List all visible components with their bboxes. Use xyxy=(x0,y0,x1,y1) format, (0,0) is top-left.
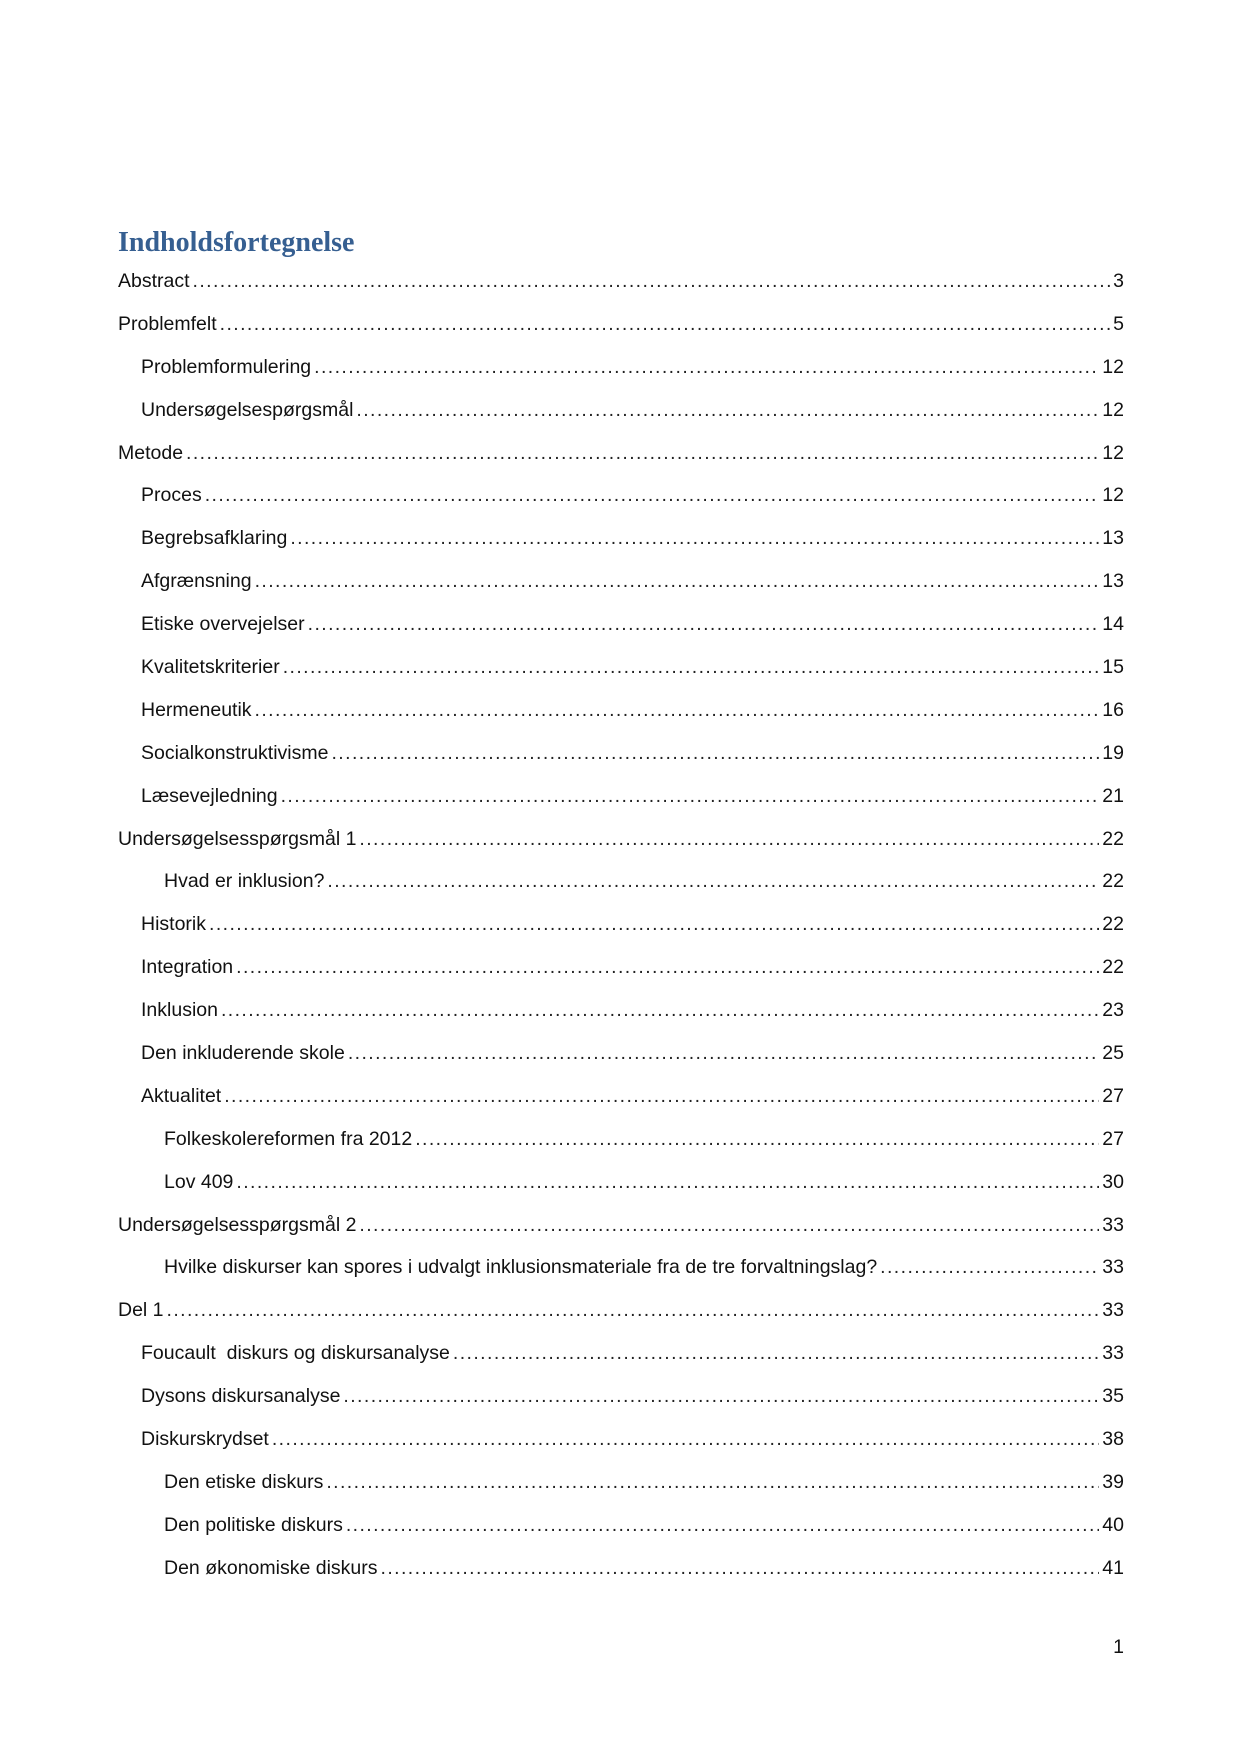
toc-entry-inklusion[interactable] xyxy=(118,995,1124,1038)
toc-entry-text: Problemformulering xyxy=(141,355,312,378)
toc-entry-den-inkluderende-skole[interactable] xyxy=(118,1038,1124,1081)
toc-entry-text: Problemfelt xyxy=(118,312,217,335)
toc-entry-text: Etiske overvejelser xyxy=(141,613,305,636)
toc-entry-text: Integration xyxy=(141,956,234,979)
toc-entry-undersoegelsespoergsmaal[interactable] xyxy=(118,395,1124,438)
toc-entry-text: Den politiske diskurs xyxy=(164,1513,343,1536)
toc-entry-text: Hermeneutik xyxy=(141,698,252,721)
toc-entry-text: Foucault diskurs og diskursanalyse xyxy=(141,1342,450,1365)
toc-leader-dots xyxy=(356,395,1099,425)
toc-leader-dots xyxy=(167,1295,1100,1325)
toc-entry-page: 27 xyxy=(1102,1127,1124,1150)
toc-entry-page: 12 xyxy=(1102,484,1124,507)
toc-entry-aktualitet[interactable] xyxy=(118,1081,1124,1124)
toc-entry-text: Begrebsafklaring xyxy=(141,527,288,550)
toc-entry-text: Metode xyxy=(118,441,184,464)
toc-entry-kvalitetskriterier[interactable] xyxy=(118,652,1124,695)
toc-entry-page: 33 xyxy=(1102,1256,1124,1279)
toc-entry-text: Hvilke diskurser kan spores i udvalgt inklusionsmateriale fra de tre forvaltningslag? xyxy=(164,1256,878,1279)
toc-entry-text: Historik xyxy=(141,913,207,936)
toc-entry-page: 3 xyxy=(1113,270,1124,292)
toc-leader-dots xyxy=(453,1338,1099,1368)
toc-entry-page: 19 xyxy=(1102,741,1124,764)
toc-entry-text: Del 1 xyxy=(118,1299,164,1322)
toc-entry-page: 22 xyxy=(1102,827,1124,850)
toc-entry-den-politiske-diskurs[interactable] xyxy=(118,1510,1124,1553)
toc-leader-dots xyxy=(224,1081,1099,1111)
toc-entry-page: 22 xyxy=(1102,870,1124,893)
toc-entry-metode[interactable] xyxy=(118,438,1124,481)
toc-entry-page: 22 xyxy=(1102,956,1124,979)
toc-leader-dots xyxy=(308,609,1100,639)
toc-entry-text: Proces xyxy=(141,484,202,507)
toc-entry-page: 13 xyxy=(1102,527,1124,550)
toc-leader-dots xyxy=(359,824,1099,854)
toc-leader-dots xyxy=(381,1553,1100,1583)
toc-entry-text: Dysons diskursanalyse xyxy=(141,1385,341,1408)
toc-entry-page: 12 xyxy=(1102,441,1124,464)
toc-entry-page: 14 xyxy=(1102,613,1124,636)
toc-entry-page: 16 xyxy=(1102,698,1124,721)
toc-leader-dots xyxy=(236,1167,1099,1197)
toc-entry-page: 25 xyxy=(1102,1042,1124,1065)
toc-entry-undersoegelsesspoergsmaal-1[interactable] xyxy=(118,824,1124,867)
toc-entry-text: Aktualitet xyxy=(141,1084,222,1107)
page-number: 1 xyxy=(1113,1636,1124,1658)
toc-entry-page: 40 xyxy=(1102,1513,1124,1536)
toc-entry-text: Læsevejledning xyxy=(141,784,278,807)
toc-entry-page: 38 xyxy=(1102,1428,1124,1451)
toc-entry-text: Lov 409 xyxy=(164,1170,234,1193)
toc-entry-page: 23 xyxy=(1102,999,1124,1022)
toc-entry-page: 12 xyxy=(1102,398,1124,421)
toc-entry-text: Undersøgelsesspørgsmål 2 xyxy=(118,1213,357,1236)
toc-entry-text: Inklusion xyxy=(141,999,218,1022)
toc-entry-page: 33 xyxy=(1102,1342,1124,1365)
toc-leader-dots xyxy=(331,738,1099,768)
toc-leader-dots xyxy=(236,952,1099,982)
toc-entry-page: 33 xyxy=(1102,1213,1124,1236)
toc-leader-dots xyxy=(880,1252,1099,1282)
toc-entry-etiske-overvejelser[interactable] xyxy=(118,609,1124,652)
toc-entry-text: Socialkonstruktivisme xyxy=(141,741,329,764)
toc-leader-dots xyxy=(343,1381,1099,1411)
toc-entry-page: 27 xyxy=(1102,1084,1124,1107)
toc-entry-historik[interactable] xyxy=(118,909,1124,952)
toc-entry-text: Abstract xyxy=(118,270,190,292)
toc-entry-diskurskrydset[interactable] xyxy=(118,1424,1124,1467)
toc-entry-text: Hvad er inklusion? xyxy=(164,870,325,893)
toc-leader-dots xyxy=(221,995,1099,1025)
toc-leader-dots xyxy=(255,695,1100,725)
toc-entry-page: 22 xyxy=(1102,913,1124,936)
toc-leader-dots xyxy=(209,909,1099,939)
toc-leader-dots xyxy=(255,566,1100,596)
toc-entry-begrebsafklaring[interactable] xyxy=(118,523,1124,566)
toc-entry-del-1[interactable] xyxy=(118,1295,1124,1338)
toc-leader-dots xyxy=(290,523,1099,553)
toc-entry-text: Den inkluderende skole xyxy=(141,1042,345,1065)
toc-entry-problemfelt[interactable] xyxy=(118,309,1124,352)
toc-entry-proces[interactable] xyxy=(118,480,1124,523)
toc-entry-afgraensning[interactable] xyxy=(118,566,1124,609)
toc-leader-dots xyxy=(283,652,1100,682)
toc-entry-den-oekonomiske-diskurs[interactable] xyxy=(118,1553,1124,1596)
toc-entry-hvilke-diskurser[interactable] xyxy=(118,1252,1124,1295)
toc-entry-text: Folkeskolereformen fra 2012 xyxy=(164,1127,413,1150)
toc-entry-lov-409[interactable] xyxy=(118,1167,1124,1210)
table-of-contents xyxy=(118,266,1124,1596)
toc-entry-page: 12 xyxy=(1102,355,1124,378)
toc-entry-page: 5 xyxy=(1113,312,1124,335)
toc-leader-dots xyxy=(314,352,1099,382)
toc-entry-text: Den etiske diskurs xyxy=(164,1470,324,1493)
toc-entry-page: 13 xyxy=(1102,570,1124,593)
toc-entry-page: 21 xyxy=(1102,784,1124,807)
toc-entry-abstract[interactable] xyxy=(118,266,1124,309)
toc-leader-dots xyxy=(326,1467,1099,1497)
toc-entry-text: Kvalitetskriterier xyxy=(141,656,280,679)
toc-leader-dots xyxy=(359,1210,1099,1240)
toc-leader-dots xyxy=(327,866,1099,896)
toc-entry-hermeneutik[interactable] xyxy=(118,695,1124,738)
toc-entry-laesevejledning[interactable] xyxy=(118,781,1124,824)
toc-entry-folkeskolereformen[interactable] xyxy=(118,1124,1124,1167)
toc-entry-foucault[interactable] xyxy=(118,1338,1124,1381)
toc-leader-dots xyxy=(272,1424,1099,1454)
toc-entry-integration[interactable] xyxy=(118,952,1124,995)
toc-leader-dots xyxy=(220,309,1111,339)
toc-entry-undersoegelsesspoergsmaal-2[interactable] xyxy=(118,1210,1124,1253)
toc-entry-problemformulering[interactable] xyxy=(118,352,1124,395)
toc-entry-page: 39 xyxy=(1102,1470,1124,1493)
toc-entry-text: Den økonomiske diskurs xyxy=(164,1556,378,1579)
toc-entry-text: Undersøgelsesspørgsmål 1 xyxy=(118,827,357,850)
toc-entry-page: 33 xyxy=(1102,1299,1124,1322)
toc-entry-socialkonstruktivisme[interactable] xyxy=(118,738,1124,781)
toc-leader-dots xyxy=(205,480,1100,510)
toc-entry-text: Undersøgelsespørgsmål xyxy=(141,398,354,421)
toc-title: Indholdsfortegnelse xyxy=(118,227,355,258)
toc-entry-page: 30 xyxy=(1102,1170,1124,1193)
toc-entry-den-etiske-diskurs[interactable] xyxy=(118,1467,1124,1510)
toc-entry-hvad-er-inklusion[interactable] xyxy=(118,866,1124,909)
toc-entry-page: 15 xyxy=(1102,656,1124,679)
toc-entry-text: Diskurskrydset xyxy=(141,1428,269,1451)
toc-entry-text: Afgrænsning xyxy=(141,570,252,593)
toc-leader-dots xyxy=(348,1038,1099,1068)
toc-leader-dots xyxy=(415,1124,1099,1154)
toc-entry-dysons-diskursanalyse[interactable] xyxy=(118,1381,1124,1424)
toc-leader-dots xyxy=(193,266,1111,296)
toc-leader-dots xyxy=(281,781,1100,811)
toc-entry-page: 35 xyxy=(1102,1385,1124,1408)
toc-leader-dots xyxy=(346,1510,1099,1540)
toc-entry-page: 41 xyxy=(1102,1556,1124,1579)
toc-leader-dots xyxy=(186,438,1099,468)
